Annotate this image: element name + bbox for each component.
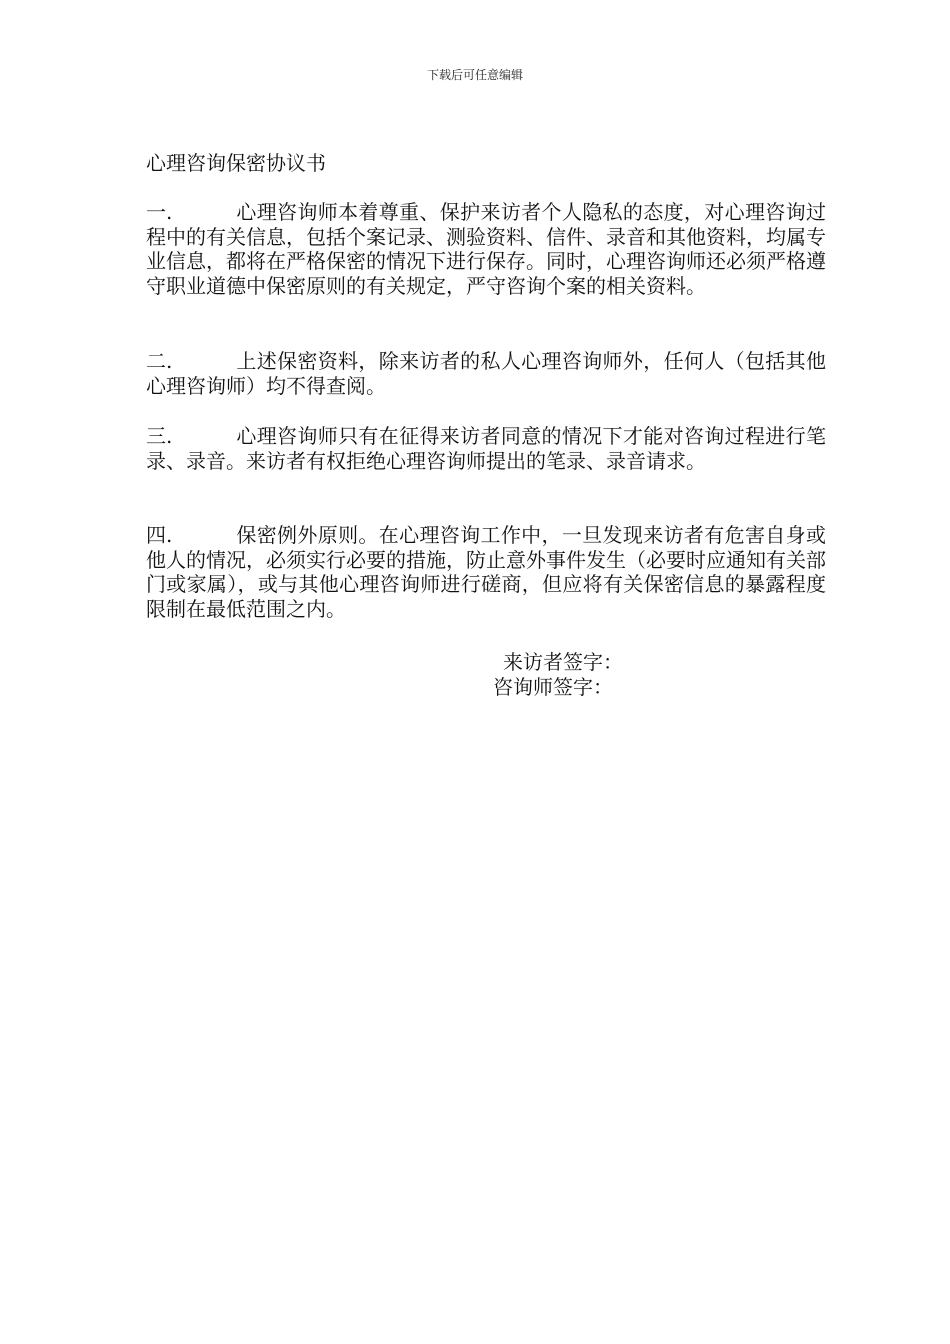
visitor-signature-label: 来访者签字： bbox=[503, 650, 623, 674]
clause-2 bbox=[146, 349, 826, 398]
clause-text: 上述保密资料，除来访者的私人心理咨询师外，任何人（包括其他心理咨询师）均不得查阅。 bbox=[146, 349, 826, 398]
clause-4 bbox=[146, 523, 826, 621]
header-note: 下载后可任意编辑 bbox=[426, 68, 523, 82]
counselor-signature-label: 咨询师签字： bbox=[493, 675, 613, 699]
clause-1 bbox=[146, 200, 826, 298]
clause-text: 保密例外原则。在心理咨询工作中，一旦发现来访者有危害自身或他人的情况，必须实行必要的措施，防止意外事件发生（必要时应通知有关部门或家属），或与其他心理咨询师进行磋商，但应将有关保密信息的暴露程度限制在最低范围之内。 bbox=[146, 523, 826, 621]
clause-number: 三. bbox=[146, 424, 173, 448]
clause-text: 心理咨询师本着尊重、保护来访者个人隐私的态度，对心理咨询过程中的有关信息，包括个案记录、测验资料、信件、录音和其他资料，均属专业信息，都将在严格保密的情况下进行保存。同时，心理咨询师还必须严格遵守职业道德中保密原则的有关规定，严守咨询个案的相关资料。 bbox=[146, 200, 826, 298]
clause-number: 四. bbox=[146, 523, 173, 547]
clause-text: 心理咨询师只有在征得来访者同意的情况下才能对咨询过程进行笔录、录音。来访者有权拒绝心理咨询师提出的笔录、录音请求。 bbox=[146, 424, 826, 473]
clause-3 bbox=[146, 424, 826, 473]
clause-number: 二. bbox=[146, 349, 173, 373]
document-title: 心理咨询保密协议书 bbox=[146, 151, 326, 175]
clause-number: 一. bbox=[146, 200, 173, 224]
